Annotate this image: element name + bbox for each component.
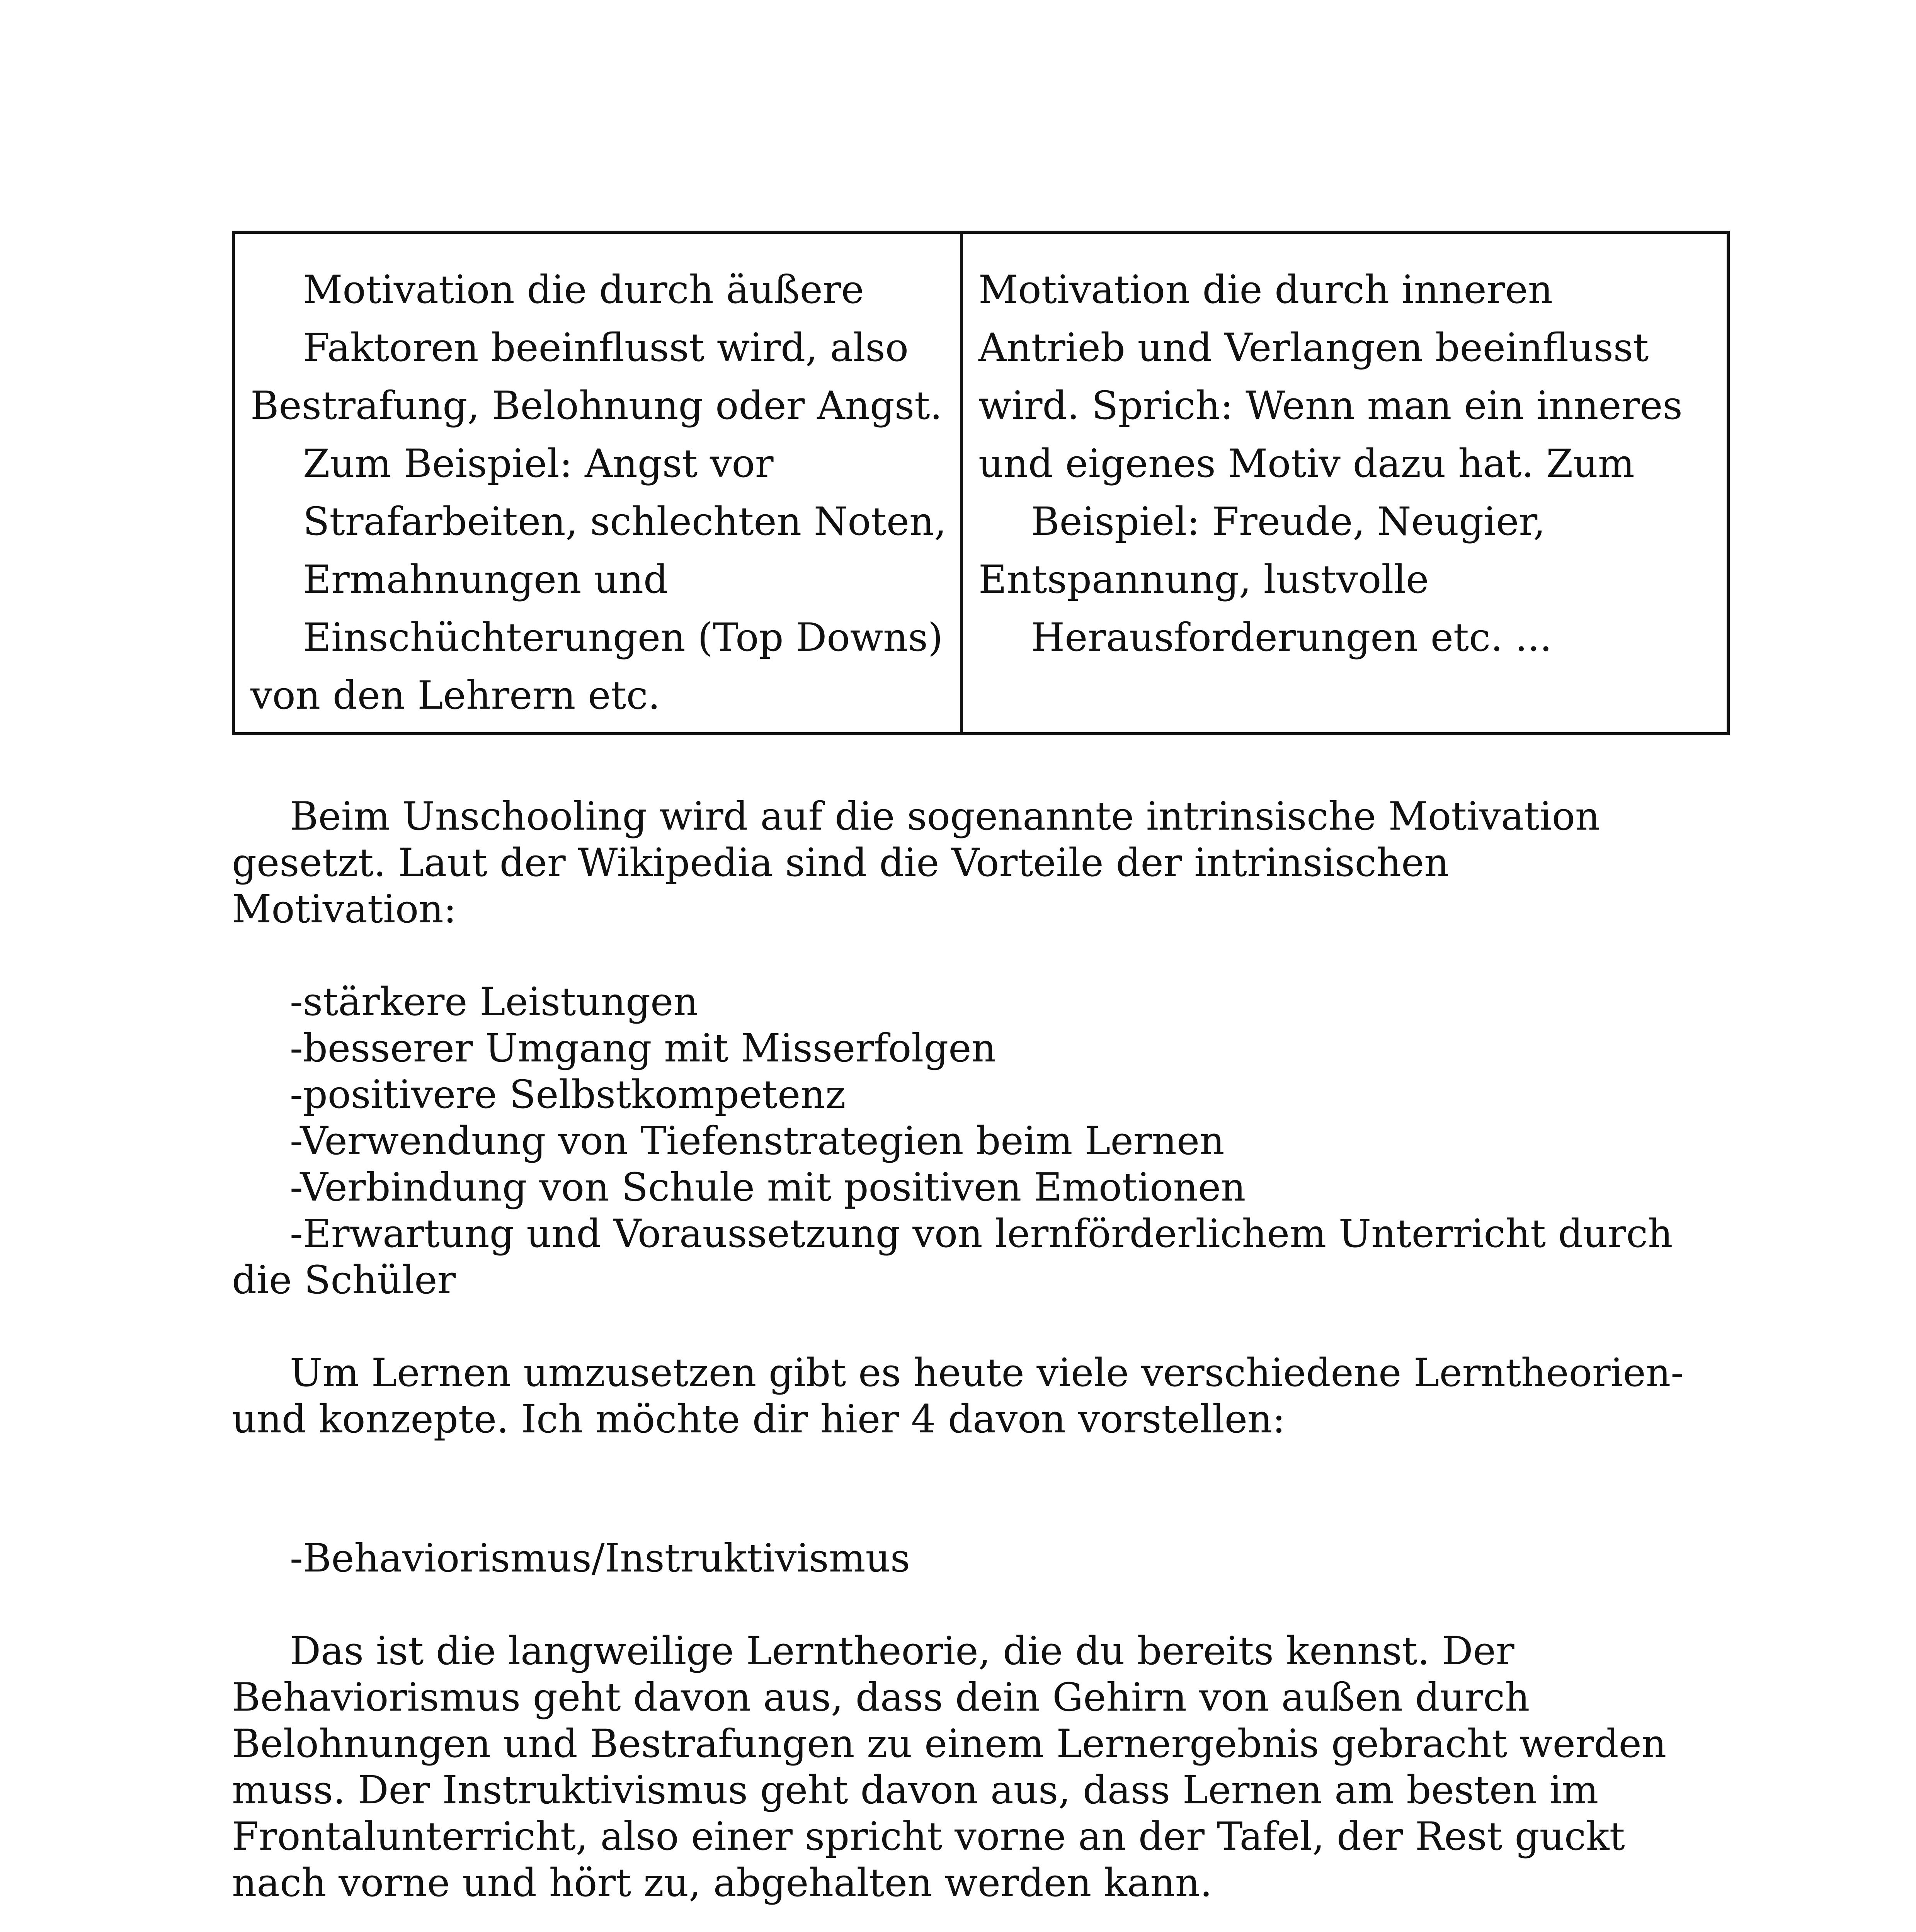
list-item: -Erwartung und Voraussetzung von lernförderlichem Unterricht durch [290,1211,1673,1256]
cell-line: Faktoren beeinflusst wird, also [303,325,909,370]
text-line: gesetzt. Laut der Wikipedia sind die Vorteile der intrinsischen [232,840,1449,885]
text-line: Das ist die langweilige Lerntheorie, die du bereits kennst. Der [290,1628,1514,1673]
cell-line: Beispiel: Freude, Neugier, [1031,499,1546,544]
cell-line: wird. Sprich: Wenn man ein inneres [978,383,1683,428]
section-heading: -Behaviorismus/Instruktivismus [290,1536,910,1581]
cell-line: Herausforderungen etc. ... [1031,615,1552,660]
list-item-continuation: die Schüler [232,1257,456,1303]
text-line: muss. Der Instruktivismus geht davon aus, dass Lernen am besten im [232,1767,1599,1813]
list-item: -besserer Umgang mit Misserfolgen [290,1026,996,1071]
list-item: -Verwendung von Tiefenstrategien beim Lernen [290,1118,1225,1163]
cell-line: und eigenes Motiv dazu hat. Zum [978,441,1635,486]
cell-line: Motivation die durch äußere [303,267,864,312]
intro-paragraph [232,793,1700,932]
cell-line: Einschüchterungen (Top Downs) [303,615,943,660]
list-item: -stärkere Leistungen [290,979,698,1024]
cell-line: Motivation die durch inneren [978,267,1553,312]
cell-line: Antrieb und Verlangen beeinflusst [978,325,1649,370]
cell-line: Strafarbeiten, schlechten Noten, [303,499,947,544]
intrinsic-motivation-cell [961,232,1728,734]
section-heading-behaviorismus [232,1535,1700,1582]
list-item: -positivere Selbstkompetenz [290,1072,846,1117]
text-line: nach vorne und hört zu, abgehalten werden kann. [232,1860,1212,1905]
text-line: und konzepte. Ich möchte dir hier 4 davon vorstellen: [232,1396,1286,1442]
cell-line: Entspannung, lustvolle [978,557,1429,602]
cell-line: Ermahnungen und [303,557,669,602]
motivation-comparison-table [232,231,1730,735]
text-line: Beim Unschooling wird auf die sogenannte intrinsische Motivation [290,794,1600,839]
cell-line: Bestrafung, Belohnung oder Angst. [250,383,943,428]
learning-theories-intro [232,1350,1700,1442]
advantages-list [232,979,1700,1303]
cell-line: von den Lehrern etc. [250,673,660,718]
text-line: Frontalunterricht, also einer spricht vorne an der Tafel, der Rest guckt [232,1814,1625,1859]
extrinsic-motivation-cell [233,232,961,734]
text-line: Belohnungen und Bestrafungen zu einem Lernergebnis gebracht werden [232,1721,1667,1766]
text-line: Motivation: [232,886,457,932]
behaviorismus-paragraph [232,1628,1700,1906]
text-line: Behaviorismus geht davon aus, dass dein Gehirn von außen durch [232,1675,1530,1720]
page-content [232,231,1700,1932]
list-item: -Verbindung von Schule mit positiven Emotionen [290,1165,1246,1210]
table-row [233,232,1728,734]
text-line: Um Lernen umzusetzen gibt es heute viele verschiedene Lerntheorien- [290,1350,1684,1395]
cell-line: Zum Beispiel: Angst vor [303,441,774,486]
